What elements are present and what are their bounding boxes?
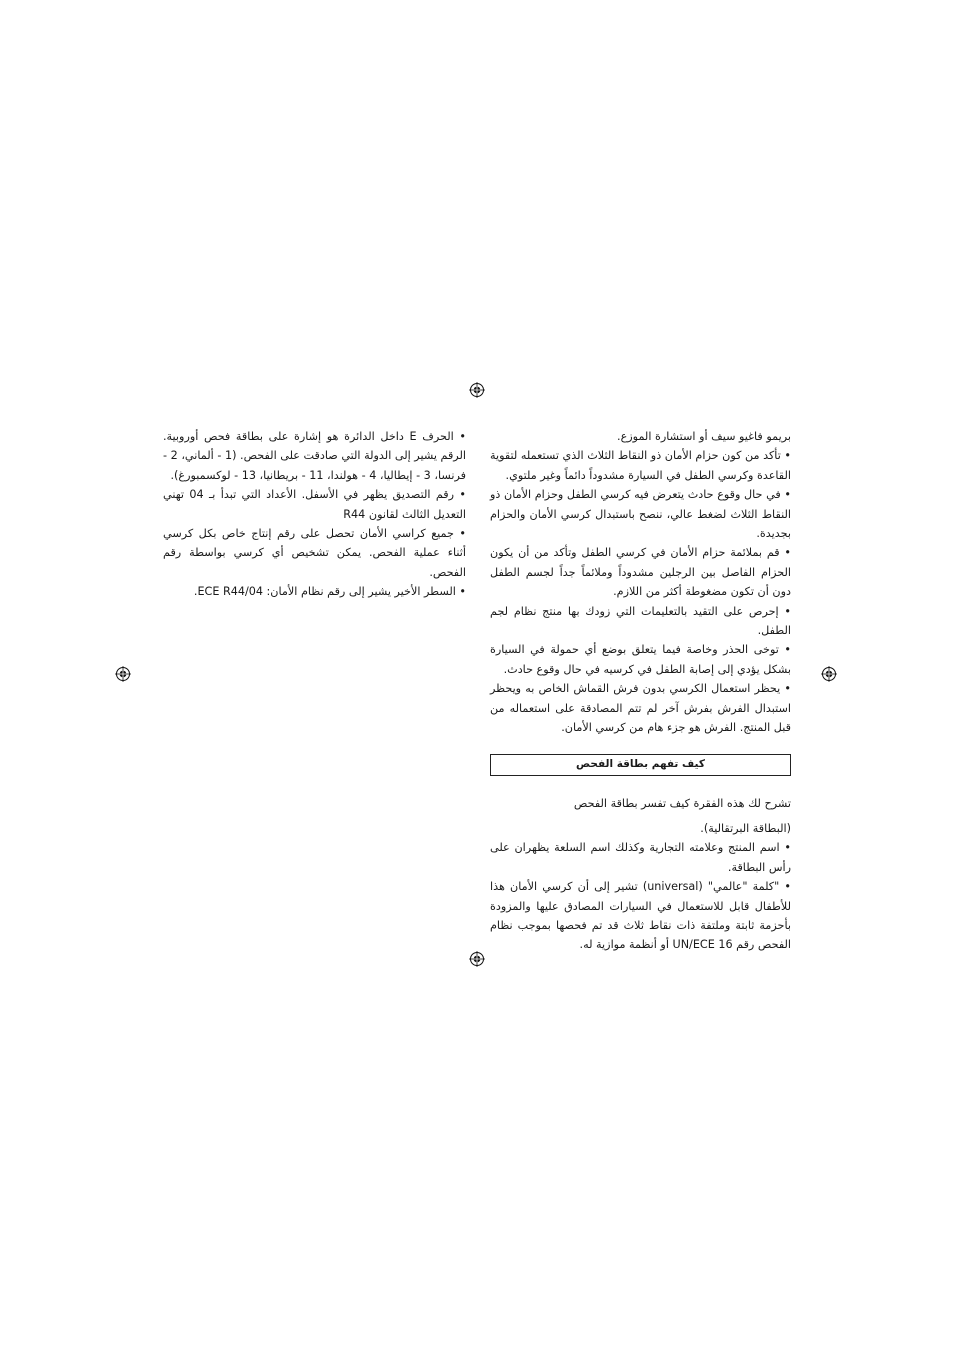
bullet-item: • إحرص على التقيد بالتعليمات التي زودك بها منتج نظام لجم الطفل.: [490, 604, 791, 638]
section-heading-box: كيف تفهم بطاقة الفحص: [490, 754, 791, 776]
intro-paragraph: (البطاقة البرتقالية).: [700, 821, 791, 835]
continued-paragraph: بريمو فاغيو سيف أو استشارة الموزع.: [617, 430, 791, 443]
bullet-item: • جميع كراسي الأمان تحصل على رقم إنتاج خاص بكل كرسي أثناء عملية الفحص. يمكن تشخيص أي كرسي بواسطة رقم الفحص.: [163, 527, 466, 579]
bullet-item: • توخى الحذر وخاصة فيما يتعلق بوضع أي حمولة في السيارة بشكل يؤدي إلى إصابة الطفل في كرسيه في حال وقوع حادث.: [490, 643, 791, 676]
left-text-column: [163, 427, 466, 602]
registration-crosshair-icon: [469, 382, 485, 398]
registration-crosshair-icon: [469, 951, 485, 967]
bullet-item: • قم بملائمة حزام الأمان في كرسي الطفل وتأكد من أن يكون الحزام الفاصل بين الرجلين مشدوداً وملائماً جداً لجسم الطفل دون أن تكون مضغوطة أكثر من اللازم.: [490, 546, 791, 599]
bullet-item: • رقم التصديق يظهر في الأسفل. الأعداد التي تبدأ بـ 04 تهني التعديل الثالث لقانون R44: [163, 488, 466, 521]
right-text-column: [490, 427, 791, 955]
bullet-item: • اسم المنتج وعلامته التجارية وكذلك اسم السلعة يظهران على رأس البطاقة.: [490, 841, 791, 874]
bullet-item: • يحظر استعمال الكرسي بدون فرش القماش الخاص به ويحظر استبدال الفرش بفرش آخر لم تتم المصادقة على استعماله من قبل المنتج. الفرش هو جزء هام من كرسي الأمان.: [490, 682, 791, 735]
intro-paragraph: تشرح لك هذه الفقرة كيف تفسر بطاقة الفحص: [573, 796, 791, 810]
bullet-item: • الحرف E داخل الدائرة هو إشارة على بطاقة فحص أوروبية. الرقم يشير إلى الدولة التي صادقت على الفحص. (1 - ألماني، 2 - فرنسا، 3 - إيطاليا، 4 - هولندا، 11 - بريطانيا، 13 - لوكسمبورغ).: [163, 430, 466, 482]
bullet-item: • "كلمة "عالمي" (universal) تشير إلى أن كرسي الأمان هذا للأطفال قابل للاستعمال في السيارات المصادق عليها والمزودة بأحزمة ثابتة وملتفة ذات نقاط ثلاث قد تم فحصها بموجب نظام الفحص رقم UN/ECE 16 أو أنظمة موازية له.: [490, 880, 791, 952]
bullet-item: • السطر الأخير يشير إلى رقم نظام الأمان: ECE R44/04.: [193, 585, 466, 599]
bullet-item: • تأكد من كون حزام الأمان ذو النقاط الثلاث الذي تستعمله لتقوية القاعدة وكرسي الطفل في السيارة مشدوداً دائماً وغير ملتوي.: [490, 449, 791, 482]
registration-crosshair-icon: [115, 666, 131, 682]
registration-crosshair-icon: [821, 666, 837, 682]
bullet-item: • في حال وقوع حادث يتعرض فيه كرسي الطفل وحزام الأمان ذو النقاط الثلاث لضغط عالي، ننصح باستبدال كرسي الأمان والحزام بجديدة.: [490, 488, 791, 541]
